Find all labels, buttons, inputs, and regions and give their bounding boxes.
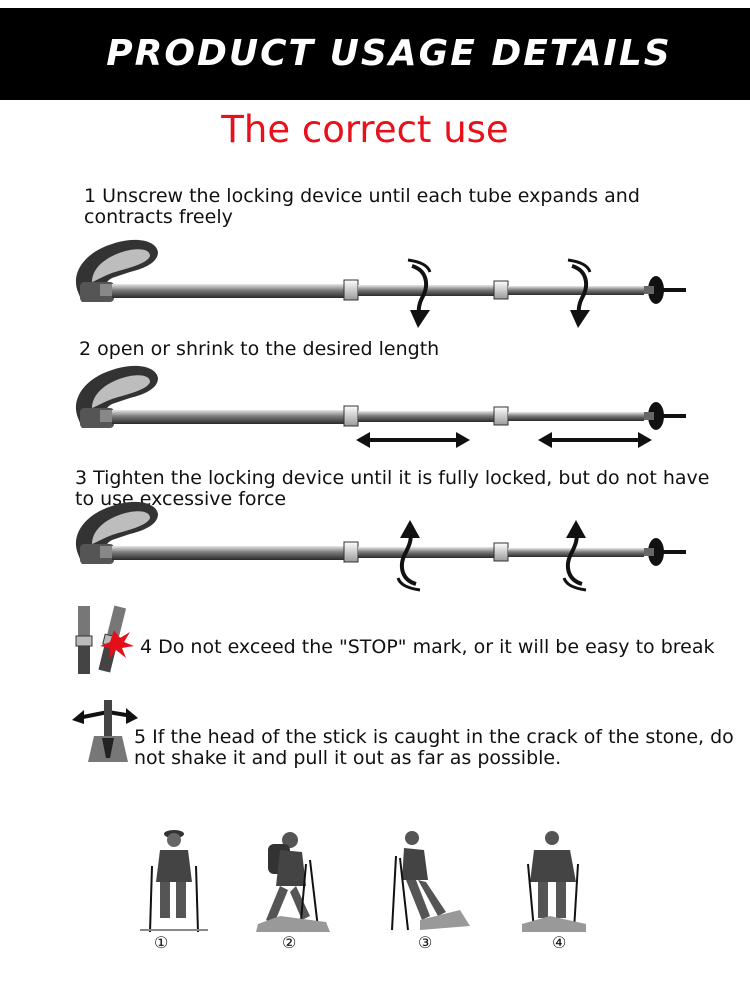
hiker-figure-2: [256, 832, 330, 932]
figure-label-4: ④: [552, 933, 567, 952]
figure-label-1: ①: [154, 933, 169, 952]
hiker-figure-3: [392, 831, 470, 930]
break-warning-icon: [70, 600, 140, 680]
step-5-text: 5 If the head of the stick is caught in the crack of the stone, do not shake it and pull it out as far as possible.: [134, 726, 734, 769]
figure-label-2: ②: [282, 933, 297, 952]
step-3-text: 3 Tighten the locking device until it is fully locked, but do not have to use excessive force: [75, 467, 710, 510]
step-2-text: 2 open or shrink to the desired length: [79, 338, 440, 360]
stone-crack-icon: [72, 696, 142, 766]
step-1-text: 1 Unscrew the locking device until each tube expands and contracts freely: [84, 185, 640, 228]
step-4-text: 4 Do not exceed the "STOP" mark, or it will be easy to break: [140, 636, 715, 658]
subtitle: The correct use: [221, 108, 509, 151]
hiker-figure-4: [522, 831, 586, 932]
hiker-figure-1: [140, 830, 208, 932]
page-title: PRODUCT USAGE DETAILS: [106, 33, 672, 74]
pole-tighten-illustration: [0, 262, 750, 602]
hiker-illustrations: [130, 820, 610, 960]
figure-label-3: ③: [418, 933, 433, 952]
